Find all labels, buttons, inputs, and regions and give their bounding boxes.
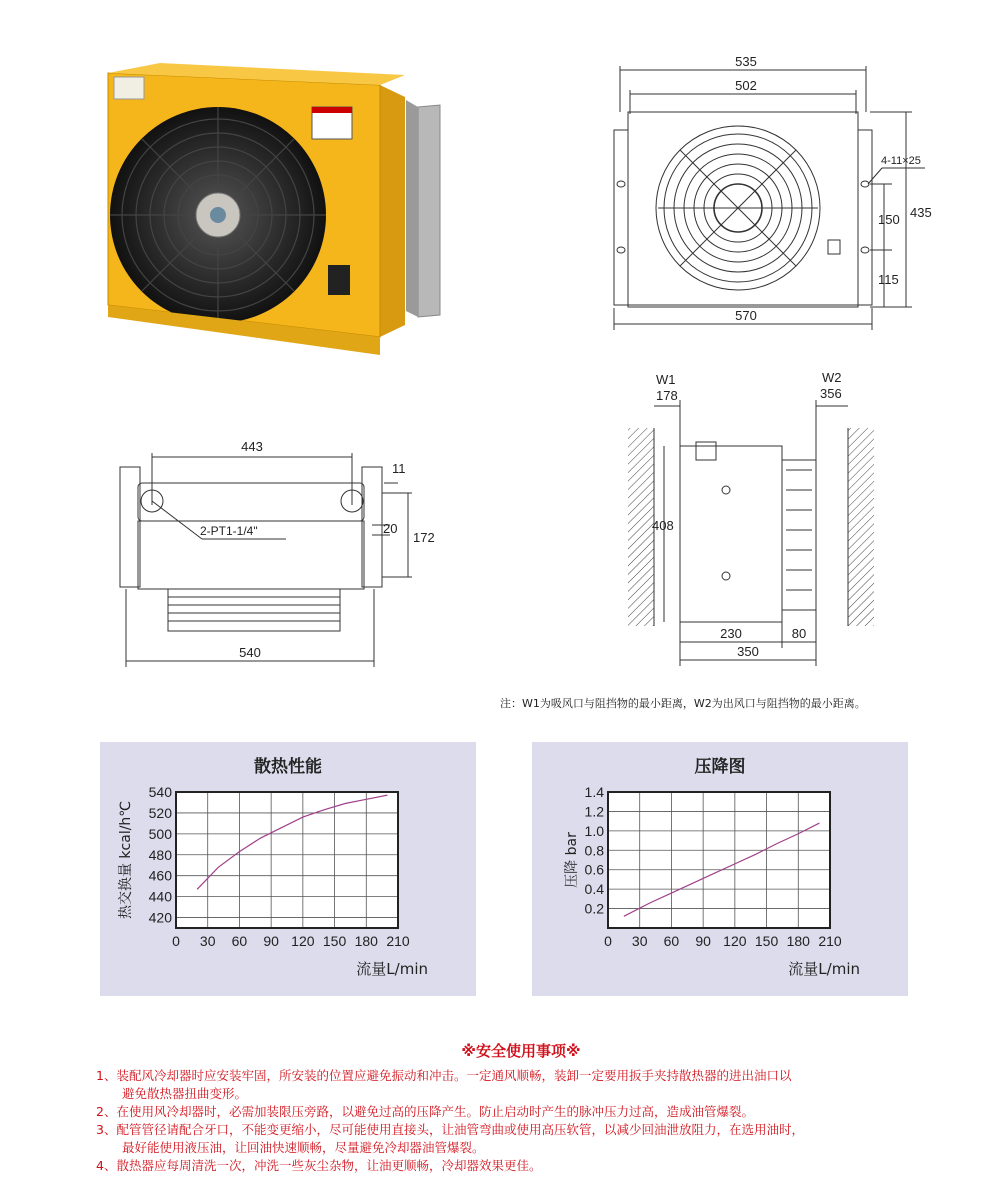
label-w1: W1: [656, 372, 676, 387]
dim-115: 115: [878, 272, 899, 287]
dim-502: 502: [735, 78, 757, 93]
x-axis-label: 流量L/min: [788, 960, 860, 978]
pressure-drop-chart: [532, 742, 908, 996]
x-tick-label: 180: [786, 933, 810, 949]
y-tick-label: 1.0: [584, 822, 604, 839]
x-tick-label: 150: [322, 933, 347, 949]
dim-535: 535: [735, 54, 757, 69]
y-tick-label: 420: [148, 909, 172, 926]
y-axis-label: 热交换量 kcal/h℃: [118, 800, 134, 920]
x-tick-label: 120: [291, 933, 315, 949]
y-tick-label: 0.4: [584, 881, 604, 898]
x-tick-label: 180: [354, 933, 378, 949]
x-tick-label: 0: [172, 933, 180, 949]
y-tick-label: 0.6: [584, 861, 604, 878]
x-tick-label: 90: [263, 933, 279, 949]
y-tick-label: 500: [148, 825, 172, 842]
pressure-drop-chart-panel: [532, 742, 908, 996]
heat-performance-chart-panel: [100, 742, 476, 996]
safety-item: [96, 1157, 946, 1175]
chart-title: 压降图: [694, 757, 746, 777]
x-tick-label: 210: [386, 933, 410, 949]
dim-350: 350: [737, 644, 759, 659]
x-tick-label: 60: [663, 933, 680, 949]
dim-80: 80: [791, 626, 807, 641]
dim-540: 540: [239, 645, 261, 660]
dim-172: 172: [413, 530, 435, 545]
dim-20: 20: [383, 521, 398, 536]
safety-item: [96, 1121, 946, 1157]
product-photo: [100, 55, 460, 360]
front-view-drawing: [600, 52, 945, 337]
chart-title: 散热性能: [254, 757, 322, 777]
top-view-drawing: [110, 435, 450, 670]
safety-item-text: 2、在使用风冷却器时，必需加装限压旁路，以避免过高的压降产生。防止启动时产生的脉冲压力过高，造成油管爆裂。: [96, 1104, 754, 1119]
y-tick-label: 0.8: [584, 842, 604, 859]
y-tick-label: 460: [148, 867, 172, 884]
x-tick-label: 60: [231, 933, 248, 949]
dim-443: 443: [241, 439, 263, 454]
dim-408: 408: [652, 518, 674, 533]
safety-item: [96, 1103, 946, 1121]
dim-ports: 2-PT1-1/4": [200, 524, 258, 538]
safety-item-text: 4、散热器应每周清洗一次，冲洗一些灰尘杂物，让油更顺畅，冷却器效果更佳。: [96, 1158, 542, 1173]
safety-title: ※安全使用事项※: [461, 1042, 581, 1060]
x-tick-label: 30: [631, 933, 648, 949]
y-tick-label: 0.2: [584, 900, 604, 917]
plot-area: [176, 792, 398, 928]
label-w2: W2: [822, 370, 842, 385]
y-tick-label: 520: [148, 804, 172, 821]
dim-570: 570: [735, 308, 757, 323]
x-tick-label: 210: [818, 933, 842, 949]
y-tick-label: 1.4: [584, 784, 604, 800]
safety-section: [96, 1040, 946, 1175]
dim-150: 150: [878, 212, 900, 227]
dim-230: 230: [720, 626, 742, 641]
safety-item: [96, 1067, 946, 1103]
y-tick-label: 540: [148, 784, 172, 800]
dim-435: 435: [910, 205, 932, 220]
y-tick-label: 1.2: [584, 803, 604, 820]
safety-item-text: 3、配管管径请配合牙口，不能变更缩小，尽可能使用直接头，让油管弯曲或使用高压软管，以减少回油泄放阻力，在选用油时，: [96, 1122, 804, 1137]
dim-356: 356: [820, 386, 842, 401]
x-axis-label: 流量L/min: [356, 960, 428, 978]
x-tick-label: 120: [723, 933, 747, 949]
clearance-note: 注：W1为吸风口与阻挡物的最小距离，W2为出风口与阻挡物的最小距离。: [500, 697, 866, 710]
x-tick-label: 30: [199, 933, 216, 949]
safety-item-text: 1、装配风冷却器时应安装牢固，所安装的位置应避免振动和冲击。一定通风顺畅，装卸一定要用扳手夹持散热器的进出油口以: [96, 1068, 792, 1083]
y-tick-label: 440: [148, 888, 172, 905]
heat-performance-chart: [100, 742, 476, 996]
x-tick-label: 0: [604, 933, 612, 949]
x-tick-label: 90: [695, 933, 711, 949]
safety-item-continuation: 避免散热器扭曲变形。: [122, 1086, 248, 1101]
safety-item-continuation: 最好能使用液压油，让回油快速顺畅，尽量避免冷却器油管爆裂。: [122, 1140, 485, 1155]
dim-11: 11: [392, 461, 406, 476]
y-axis-label: 压降 bar: [564, 832, 580, 888]
x-tick-label: 150: [754, 933, 779, 949]
y-tick-label: 480: [148, 846, 172, 863]
side-view-drawing: [620, 370, 890, 670]
dim-mount-holes: 4-11×25: [881, 155, 921, 167]
dim-178: 178: [656, 388, 678, 403]
